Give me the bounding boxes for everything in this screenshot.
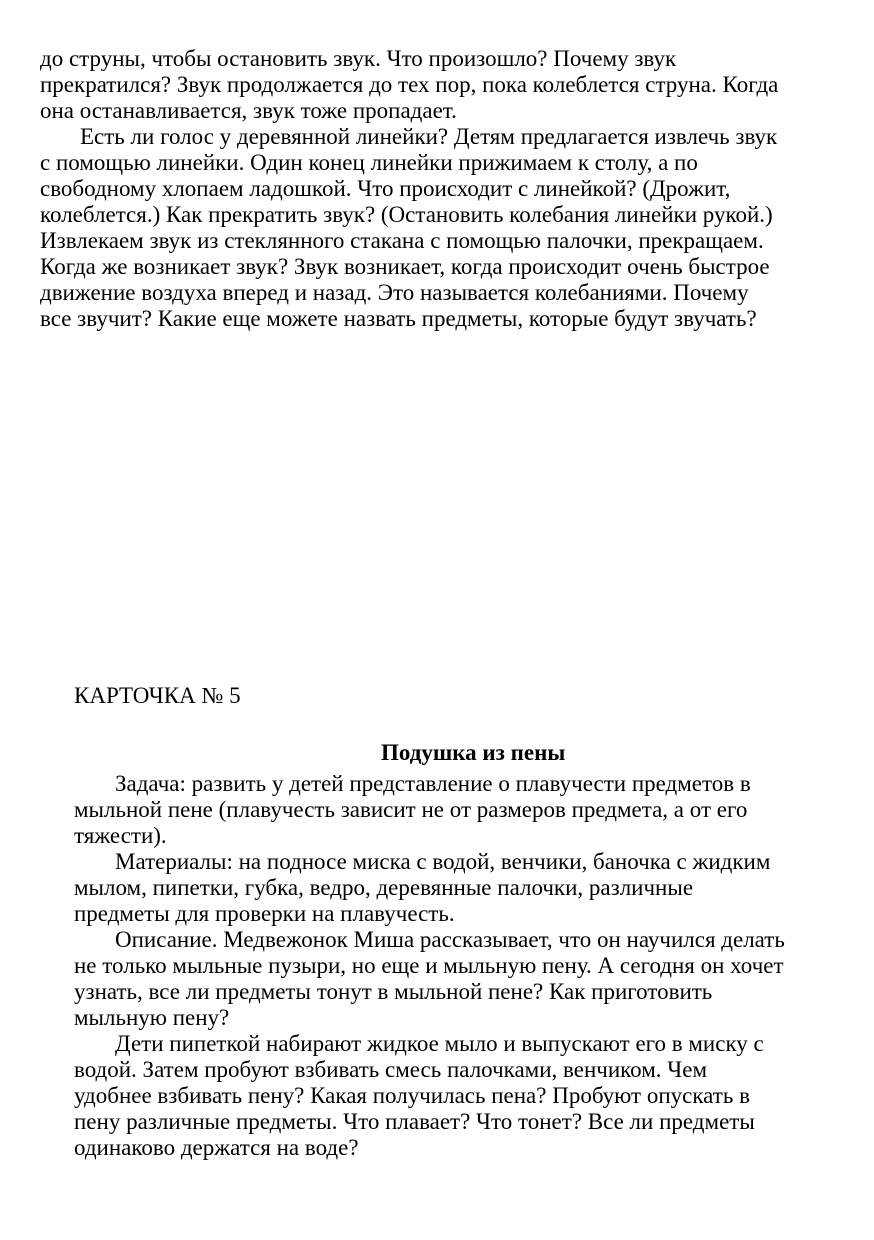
text-line: все звучит? Какие еще можете назвать предметы, которые будут звучать? [40, 306, 757, 331]
text-line: Описание. Медвежонок Миша рассказывает, что он научился делать [115, 927, 785, 952]
text-line: мыльной пене (плавучесть зависит не от размеров предмета, а от его [74, 797, 748, 822]
card-heading: КАРТОЧКА № 5 [74, 683, 241, 708]
text-line: Задача: развить у детей представление о плавучести предметов в [115, 771, 751, 796]
text-line: до струны, чтобы остановить звук. Что произошло? Почему звук [40, 46, 677, 71]
text-line: с помощью линейки. Один конец линейки прижимаем к столу, а по [40, 150, 698, 175]
text-line: Дети пипеткой набирают жидкое мыло и выпускают его в миску с [115, 1031, 764, 1056]
text-line: колеблется.) Как прекратить звук? (Остановить колебания линейки рукой.) [40, 202, 773, 227]
text-line: движение воздуха вперед и назад. Это называется колебаниями. Почему [40, 280, 749, 305]
text-line: мыльную пену? [74, 1005, 230, 1030]
text-line: водой. Затем пробуют взбивать смесь палочками, венчиком. Чем [74, 1057, 707, 1082]
text-line: Есть ли голос у деревянной линейки? Детям предлагается извлечь звук [80, 124, 778, 149]
text-line: предметы для проверки на плавучесть. [74, 901, 455, 926]
card-title: Подушка из пены [381, 740, 566, 765]
text-line: прекратился? Звук продолжается до тех пор, пока колеблется струна. Когда [40, 72, 779, 97]
text-line: тяжести). [74, 823, 167, 848]
text-line: пену различные предметы. Что плавает? Что тонет? Все ли предметы [74, 1109, 755, 1134]
text-line: удобнее взбивать пену? Какая получилась пена? Пробуют опускать в [74, 1083, 750, 1108]
text-line: свободному хлопаем ладошкой. Что происходит с линейкой? (Дрожит, [40, 176, 731, 201]
text-line: одинаково держатся на воде? [74, 1135, 359, 1160]
text-line: мылом, пипетки, губка, ведро, деревянные палочки, различные [74, 875, 694, 900]
text-line: Извлекаем звук из стеклянного стакана с помощью палочки, прекращаем. [40, 228, 764, 253]
text-line: не только мыльные пузыри, но еще и мыльную пену. А сегодня он хочет [74, 953, 784, 978]
text-line: Когда же возникает звук? Звук возникает, когда происходит очень быстрое [40, 254, 770, 279]
text-line: узнать, все ли предметы тонут в мыльной пене? Как приготовить [74, 979, 713, 1004]
text-line: она останавливается, звук тоже пропадает. [40, 98, 457, 123]
text-line: Материалы: на подносе миска с водой, венчики, баночка с жидким [115, 849, 771, 874]
